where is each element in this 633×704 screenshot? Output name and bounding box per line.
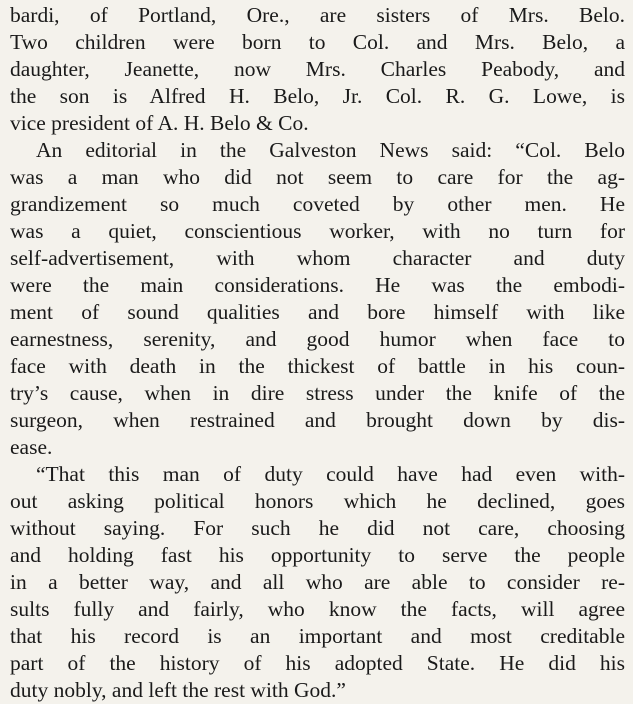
text-line: that his record is an important and most creditable — [10, 624, 625, 648]
text-line: without saying. For such he did not care, choosing — [10, 516, 625, 540]
paragraph — [10, 461, 625, 704]
text-line: try’s cause, when in dire stress under the knife of the — [10, 381, 625, 405]
text-line: grandizement so much coveted by other men. He — [10, 192, 625, 216]
text-line: was a man who did not seem to care for the ag- — [10, 165, 625, 189]
paragraph — [10, 2, 625, 137]
text-line: face with death in the thickest of battle in his coun- — [10, 354, 625, 378]
text-line: ease. — [10, 435, 53, 459]
text-line: was a quiet, conscientious worker, with no turn for — [10, 219, 625, 243]
text-line: Two children were born to Col. and Mrs. Belo, a — [10, 30, 625, 54]
text-line: ment of sound qualities and bore himself with like — [10, 300, 625, 324]
text-line: bardi, of Portland, Ore., are sisters of Mrs. Belo. — [10, 3, 625, 27]
text-line: surgeon, when restrained and brought down by dis- — [10, 408, 625, 432]
text-line: part of the history of his adopted State. He did his — [10, 651, 625, 675]
text-line: self-advertisement, with whom character and duty — [10, 246, 625, 270]
text-line: out asking political honors which he declined, goes — [10, 489, 625, 513]
text-line: were the main considerations. He was the embodi- — [10, 273, 625, 297]
text-line: in a better way, and all who are able to consider re- — [10, 570, 625, 594]
text-line: the son is Alfred H. Belo, Jr. Col. R. G. Lowe, is — [10, 84, 625, 108]
text-line: daughter, Jeanette, now Mrs. Charles Peabody, and — [10, 57, 625, 81]
text-line: and holding fast his opportunity to serve the people — [10, 543, 625, 567]
document-page — [10, 2, 625, 704]
text-line: An editorial in the Galveston News said: “Col. Belo — [36, 138, 625, 162]
text-line: duty nobly, and left the rest with God.” — [10, 678, 346, 702]
paragraph — [10, 137, 625, 461]
text-line: sults fully and fairly, who know the facts, will agree — [10, 597, 625, 621]
text-line: earnestness, serenity, and good humor when face to — [10, 327, 625, 351]
text-line: vice president of A. H. Belo & Co. — [10, 111, 309, 135]
text-line: “That this man of duty could have had even with- — [36, 462, 625, 486]
